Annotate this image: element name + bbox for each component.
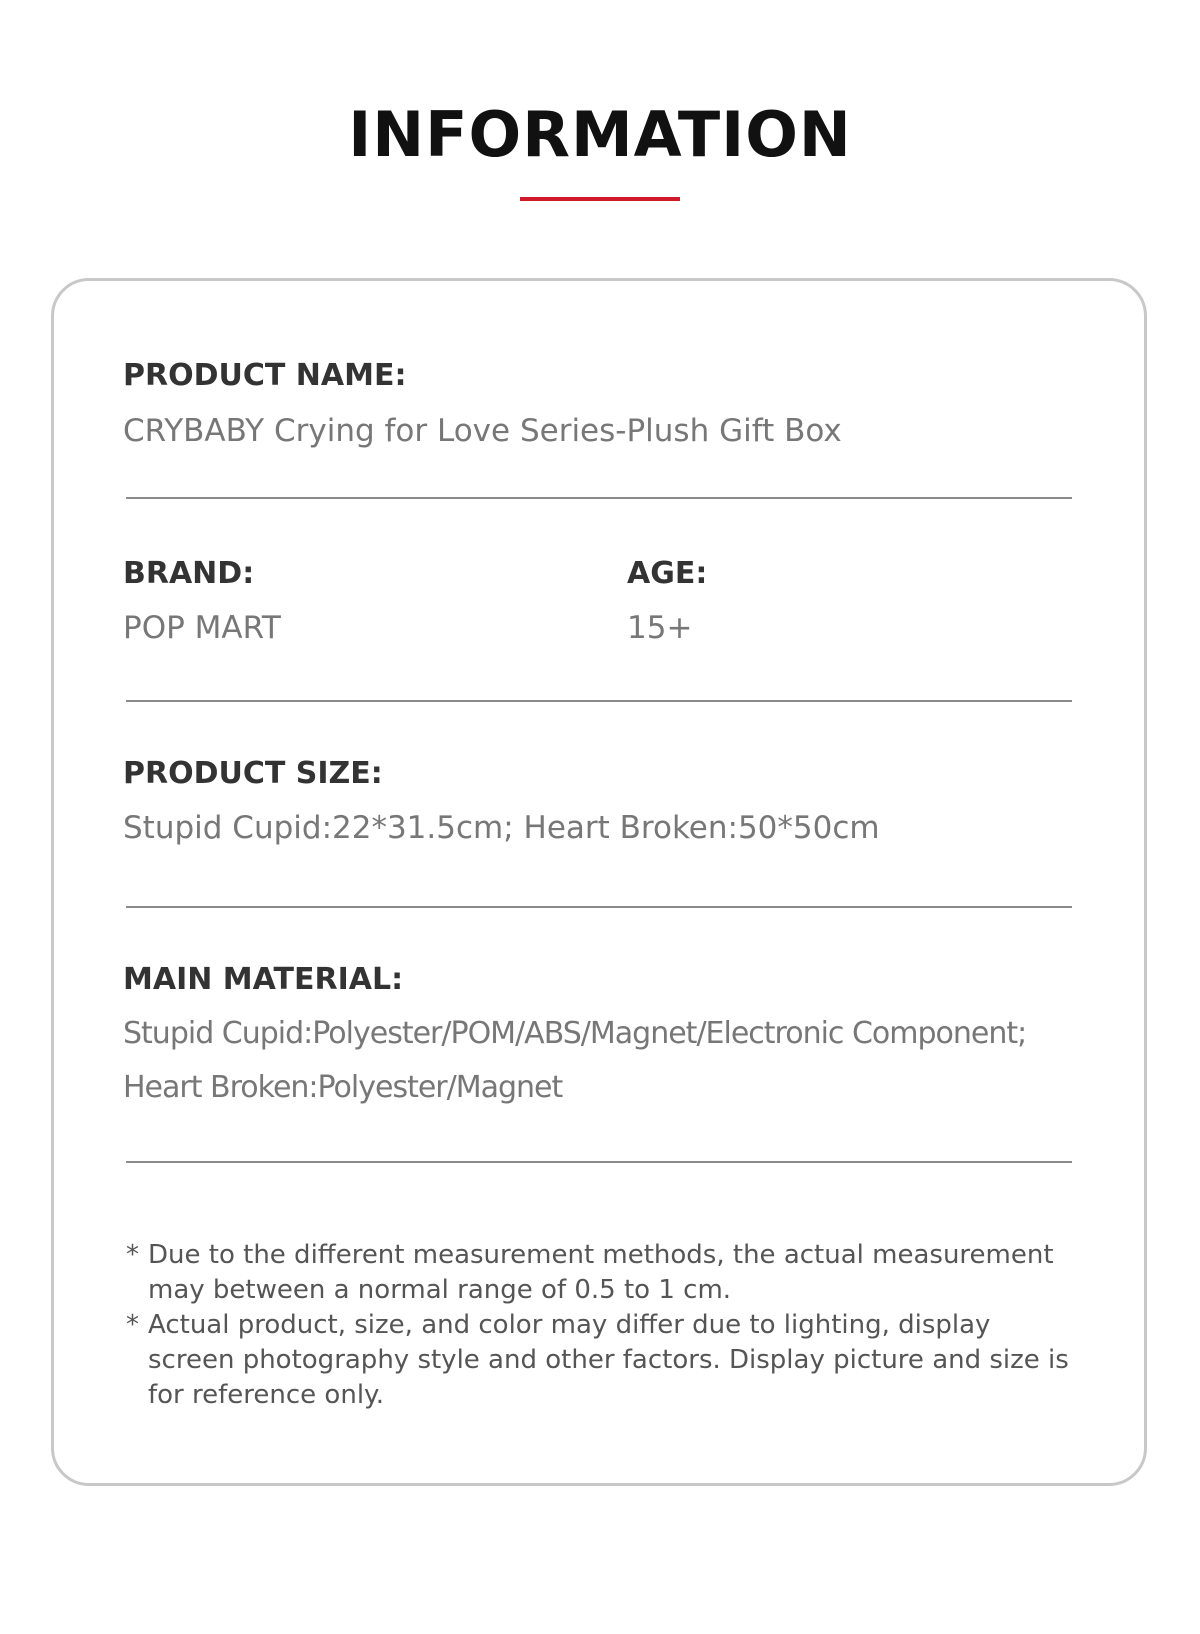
note-item	[126, 1238, 1086, 1308]
main-material-line: Heart Broken:Polyester/Magnet	[123, 1070, 563, 1105]
asterisk-marker: *	[126, 1240, 139, 1270]
note-line: screen photography style and other factors. Display picture and size is	[148, 1345, 1069, 1375]
product-name-value: CRYBABY Crying for Love Series-Plush Gift Box	[123, 413, 842, 449]
age-label: AGE:	[627, 556, 708, 591]
note-item	[126, 1308, 1086, 1413]
divider	[126, 1161, 1072, 1163]
age-value: 15+	[627, 610, 693, 646]
divider	[126, 906, 1072, 908]
product-size-label: PRODUCT SIZE:	[123, 756, 383, 791]
title-accent-line	[520, 197, 680, 201]
disclaimer-notes	[126, 1238, 1086, 1413]
main-material-line: Stupid Cupid:Polyester/POM/ABS/Magnet/Electronic Component;	[123, 1016, 1027, 1051]
note-line: for reference only.	[148, 1380, 384, 1410]
main-material-label: MAIN MATERIAL:	[123, 962, 404, 997]
brand-label: BRAND:	[123, 556, 255, 591]
product-name-label: PRODUCT NAME:	[123, 358, 407, 393]
product-size-value: Stupid Cupid:22*31.5cm; Heart Broken:50*50cm	[123, 810, 880, 846]
divider	[126, 700, 1072, 702]
asterisk-marker: *	[126, 1310, 139, 1340]
divider	[126, 497, 1072, 499]
page-title: INFORMATION	[348, 98, 852, 171]
brand-value: POP MART	[123, 610, 281, 646]
note-line: Actual product, size, and color may differ due to lighting, display	[148, 1310, 991, 1340]
note-line: Due to the different measurement methods, the actual measurement	[148, 1240, 1054, 1270]
note-line: may between a normal range of 0.5 to 1 cm.	[148, 1275, 732, 1305]
